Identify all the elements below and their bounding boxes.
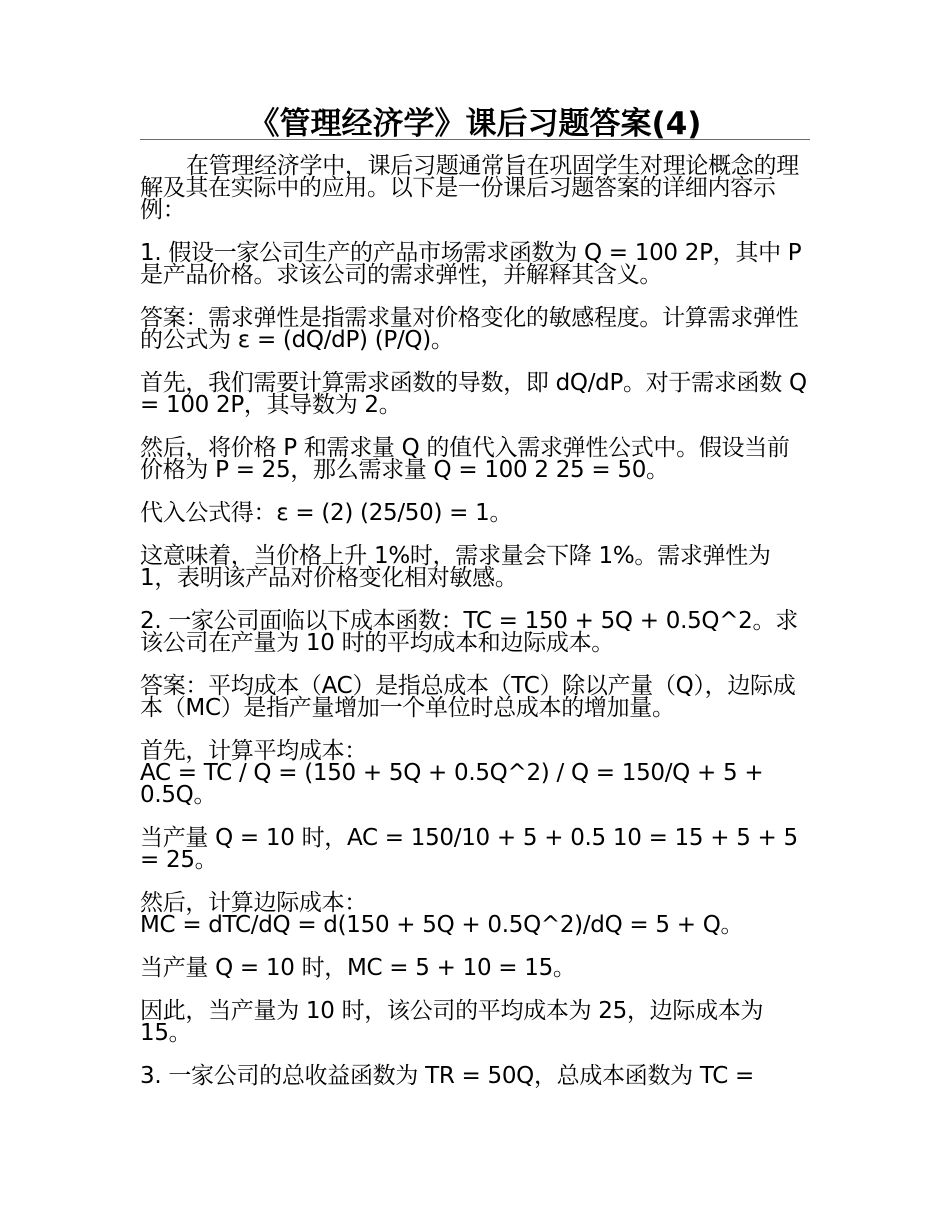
- text-line: 这意味着，当价格上升 1%时，需求量会下降 1%。需求弹性为 1，表明该产品对价格变化相对敏感。: [140, 543, 771, 591]
- paragraph-ac-value: [140, 827, 812, 871]
- paragraph-meaning: [140, 545, 812, 589]
- document-title: 《管理经济学》课后习题答案(4): [248, 106, 702, 142]
- text-line: 首先，计算平均成本：: [140, 738, 368, 764]
- text-line: 然后，计算边际成本：: [140, 890, 368, 916]
- text-line: 因此，当产量为 10 时，该公司的平均成本为 25，边际成本为 15。: [140, 998, 764, 1046]
- text-line: 1. 假设一家公司生产的产品市场需求函数为 Q = 100 2P，其中 P 是产品价格。求该公司的需求弹性，并解释其含义。: [140, 240, 802, 288]
- paragraph-intro: [140, 155, 812, 221]
- document-body: [140, 155, 812, 1108]
- paragraph-marginal-cost: [140, 892, 812, 936]
- text-line: 当产量 Q = 10 时，AC = 150/10 + 5 + 0.5 10 = 15 + 5 + 5 = 25。: [140, 825, 798, 873]
- text-line: 当产量 Q = 10 时，MC = 5 + 10 = 15。: [140, 955, 576, 981]
- paragraph-substitute: [140, 437, 812, 481]
- text-line: 3. 一家公司的总收益函数为 TR = 50Q，总成本函数为 TC =: [140, 1063, 755, 1089]
- text-line: 首先，我们需要计算需求函数的导数，即 dQ/dP。对于需求函数 Q = 100 2P，其导数为 2。: [140, 370, 807, 418]
- paragraph-answer-2: [140, 675, 812, 719]
- text-line: 然后，将价格 P 和需求量 Q 的值代入需求弹性公式中。假设当前价格为 P = 25，那么需求量 Q = 100 2 25 = 50。: [140, 435, 790, 483]
- paragraph-question-1: [140, 242, 812, 286]
- paragraph-derivative: [140, 372, 812, 416]
- text-line: 答案：平均成本（AC）是指总成本（TC）除以产量（Q），边际成本（MC）是指产量增加一个单位时总成本的增加量。: [140, 673, 796, 721]
- text-line: 答案：需求弹性是指需求量对价格变化的敏感程度。计算需求弹性的公式为 ε = (dQ/dP) (P/Q)。: [140, 305, 799, 353]
- title-underline: [140, 139, 810, 140]
- paragraph-question-3: [140, 1065, 812, 1087]
- paragraph-conclusion-2: [140, 1000, 812, 1044]
- text-line: AC = TC / Q = (150 + 5Q + 0.5Q^2) / Q = 150/Q + 5 + 0.5Q。: [140, 760, 764, 808]
- text-line: MC = dTC/dQ = d(150 + 5Q + 0.5Q^2)/dQ = 5 + Q。: [140, 912, 744, 938]
- paragraph-average-cost: [140, 740, 812, 806]
- text-line: 代入公式得：ε = (2) (25/50) = 1。: [140, 500, 513, 526]
- text-line: 2. 一家公司面临以下成本函数：TC = 150 + 5Q + 0.5Q^2。求该公司在产量为 10 时的平均成本和边际成本。: [140, 608, 798, 656]
- paragraph-answer-1: [140, 307, 812, 351]
- paragraph-question-2: [140, 610, 812, 654]
- text-line: 在管理经济学中，课后习题通常旨在巩固学生对理论概念的理解及其在实际中的应用。以下是一份课后习题答案的详细内容示例：: [140, 153, 799, 223]
- paragraph-formula-result: [140, 502, 812, 524]
- paragraph-mc-value: [140, 957, 812, 979]
